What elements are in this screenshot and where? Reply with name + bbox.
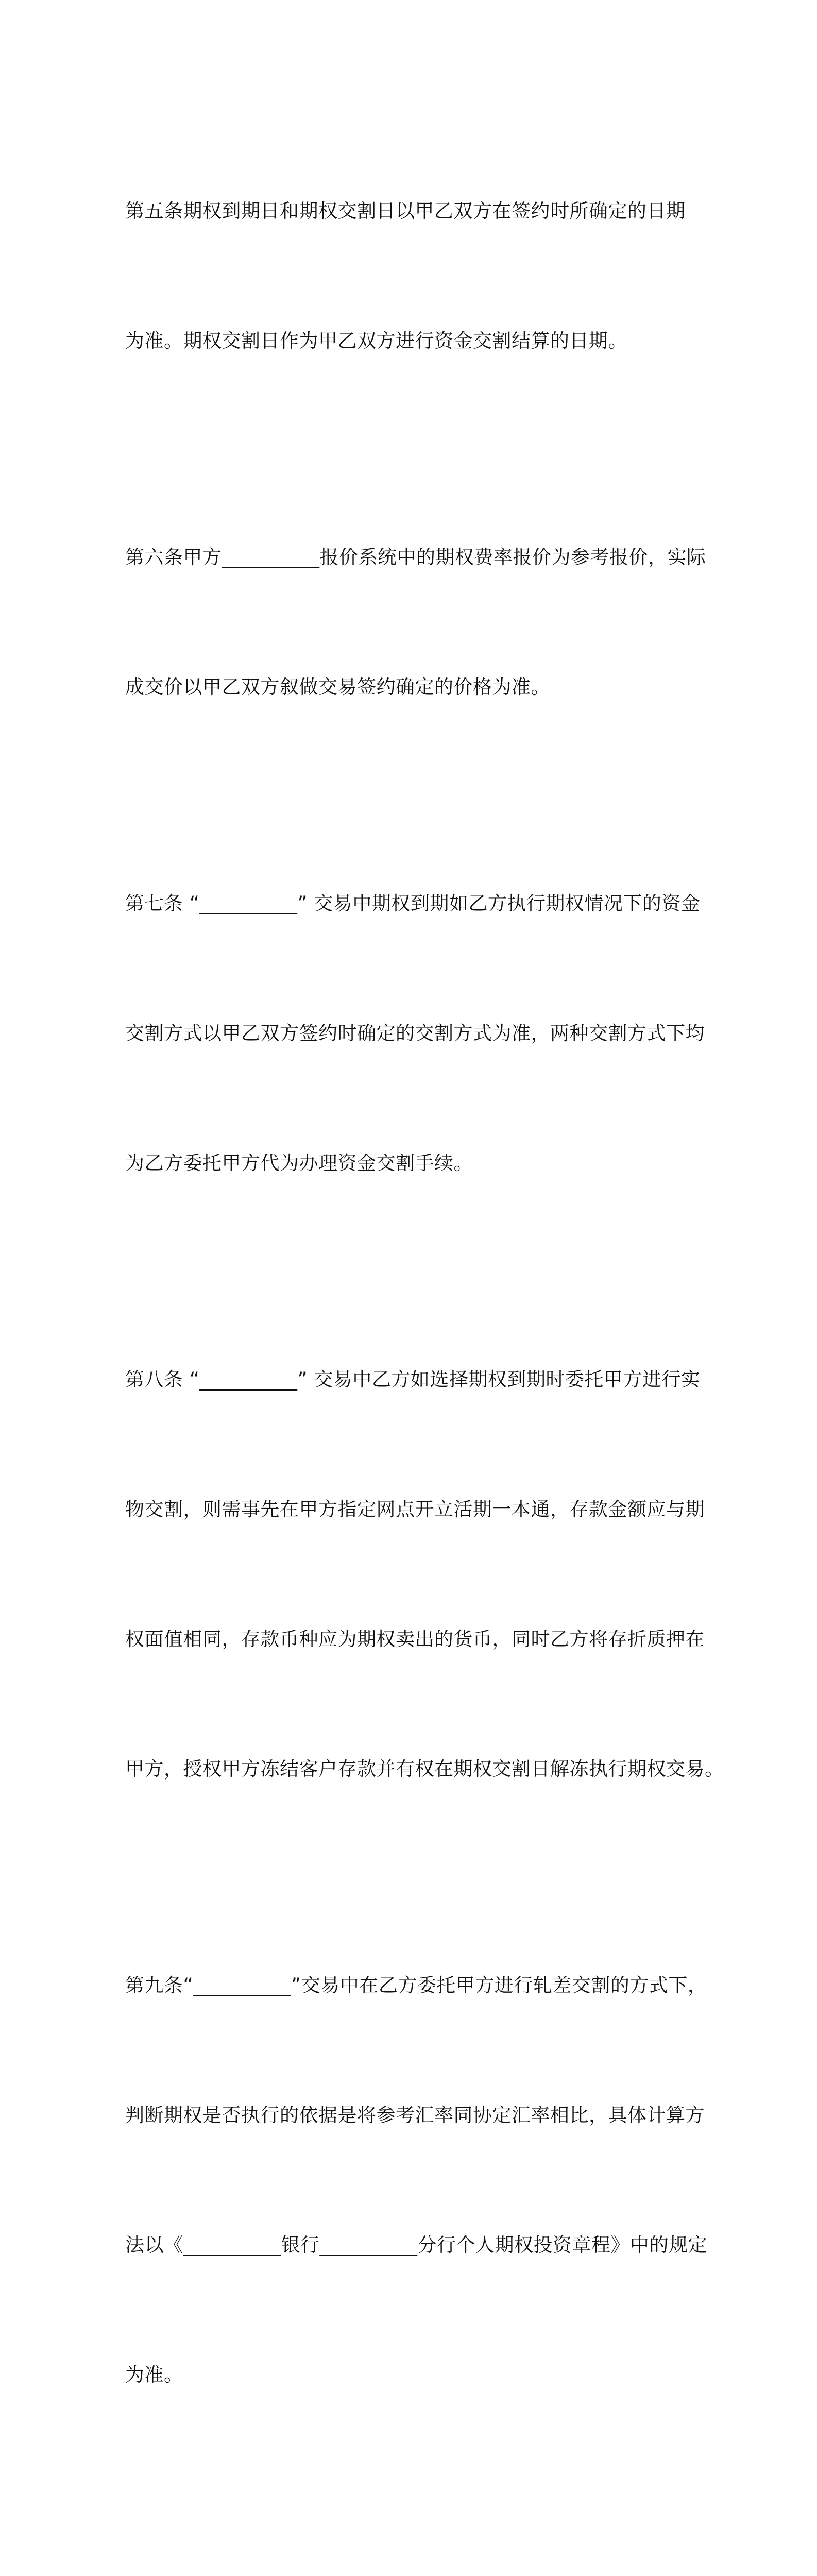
text-line: 第九条“__________”交易中在乙方委托甲方进行轧差交割的方式下， (125, 1974, 707, 1996)
text-line: 第六条甲方__________报价系统中的期权费率报价为参考报价，实际 (125, 546, 706, 568)
document-body (125, 103, 724, 2576)
text-line (125, 2570, 702, 2576)
text-line: 权面值相同，存款币种应为期权卖出的货币，同时乙方将存折质押在 (125, 1628, 705, 1650)
text-line: 为乙方委托甲方代为办理资金交割手续。 (125, 1152, 473, 1174)
text-line: 成交价以甲乙双方叙做交易签约确定的价格为准。 (125, 676, 550, 698)
clause-10 (125, 2483, 702, 2576)
text-line: 法以《__________银行__________分行个人期权投资章程》中的规定 (125, 2234, 707, 2256)
text-line: 第七条 “__________” 交易中期权到期如乙方执行期权情况下的资金 (125, 892, 701, 914)
text-line: 第八条 “__________” 交易中乙方如选择期权到期时委托甲方进行实 (125, 1368, 701, 1391)
text-line: 第五条期权到期日和期权交割日以甲乙双方在签约时所确定的日期 (125, 200, 686, 222)
text-line: 为准。期权交割日作为甲乙双方进行资金交割结算的日期。 (125, 330, 627, 352)
clause-9 (125, 1877, 707, 2483)
clause-8 (125, 1272, 724, 1877)
clause-7 (125, 795, 705, 1272)
clause-6 (125, 449, 706, 795)
text-line: 物交割，则需事先在甲方指定网点开立活期一本通，存款金额应与期 (125, 1498, 705, 1520)
text-line: 为准。 (125, 2364, 183, 2386)
text-line: 交割方式以甲乙双方签约时确定的交割方式为准，两种交割方式下均 (125, 1022, 705, 1044)
text-line: 判断期权是否执行的依据是将参考汇率同协定汇率相比，具体计算方 (125, 2104, 705, 2126)
text-line: 甲方，授权甲方冻结客户存款并有权在期权交割日解冻执行期权交易。 (125, 1758, 724, 1780)
clause-5 (125, 103, 702, 449)
